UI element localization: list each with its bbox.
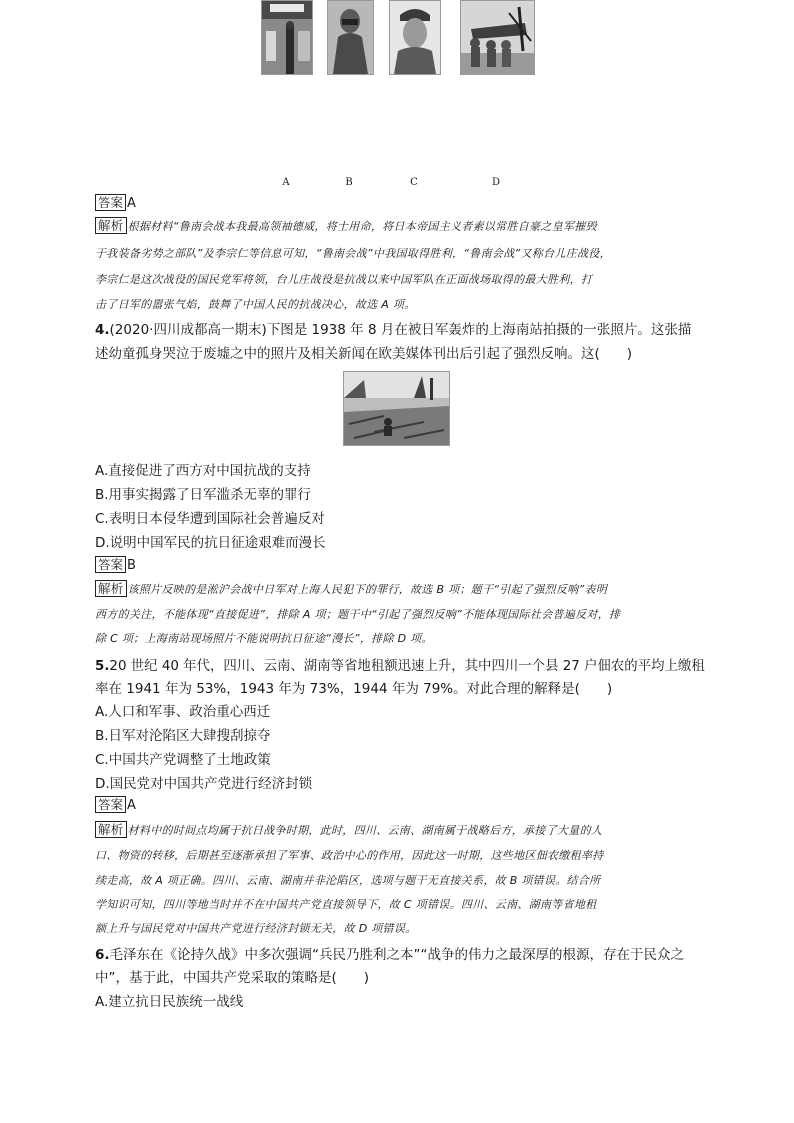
q3-answer [95, 194, 136, 211]
q5-option-c: C.中国共产党调整了土地政策 [95, 752, 271, 768]
q3-analysis-line-2: 于我装备劣势之部队”及李宗仁等信息可知，“鲁南会战”中我国取得胜利，“鲁南会战”又称台儿庄战役， [95, 247, 611, 260]
q4-analysis-line-3: 除 C 项；上海南站现场照片不能说明抗日征途“漫长”，排除 D 项。 [95, 632, 433, 645]
q4-answer [95, 556, 136, 573]
q5-option-b: B.日军对沦陷区大肆搜刮掠夺 [95, 728, 271, 744]
answer-value: A [127, 798, 136, 813]
photo-option-c [389, 0, 441, 75]
q5-answer [95, 796, 136, 813]
q5-analysis-line-3: 续走高，故 A 项正确。四川、云南、湖南并非沦陷区，选项与题干无直接关系，故 B 项错误。结合所 [95, 874, 601, 887]
q5-option-d: D.国民党对中国共产党进行经济封锁 [95, 776, 313, 792]
q5-analysis-line-4: 学知识可知，四川等地当时并不在中国共产党直接领导下，故 C 项错误。四川、云南、湖南等省地租 [95, 898, 597, 911]
q6-stem-line-1: 6.毛泽东在《论持久战》中多次强调“兵民乃胜利之本”“战争的伟力之最深厚的根源，存在于民众之 [95, 947, 685, 963]
answer-tag: 答案 [95, 556, 126, 573]
q5-stem-line-2: 率在 1941 年为 53%，1943 年为 73%，1944 年为 79%。对此合理的解释是( ) [95, 681, 613, 697]
q5-analysis-line-5: 额上升与国民党对中国共产党进行经济封锁无关，故 D 项错误。 [95, 922, 417, 935]
answer-tag: 答案 [95, 194, 126, 211]
question-number: 4. [95, 322, 110, 338]
q4-photo-shanghai-south-station [343, 371, 450, 446]
answer-tag: 答案 [95, 796, 126, 813]
photo-label-d: D [491, 177, 501, 188]
q4-analysis-line-1: 解析 该照片反映的是淞沪会战中日军对上海人民犯下的罪行，故选 B 项；题干“引起了强烈反响”表明 [95, 580, 607, 597]
photo-option-a [261, 0, 313, 75]
q6-stem-line-2: 中”，基于此，中国共产党采取的策略是( ) [95, 970, 370, 986]
q4-option-d: D.说明中国军民的抗日征途艰难而漫长 [95, 535, 326, 551]
photo-label-b: B [345, 177, 353, 188]
photo-option-b [327, 0, 374, 75]
q3-analysis-line-1: 解析 根据材料“鲁南会战本我最高领袖德威，将士用命，将日本帝国主义者素以常胜自豪之皇军摧毁 [95, 217, 597, 234]
q4-stem-line-1: 4.(2020·四川成都高一期末)下图是 1938 年 8 月在被日军轰炸的上海南站拍摄的一张照片。这张描 [95, 322, 692, 338]
analysis-tag: 解析 [95, 217, 127, 234]
photo-label-c: C [410, 177, 418, 188]
q3-analysis-line-3: 李宗仁是这次战役的国民党军将领，台儿庄战役是抗战以来中国军队在正面战场取得的最大胜利，打 [95, 273, 593, 286]
q5-option-a: A.人口和军事、政治重心西迁 [95, 704, 271, 720]
q4-option-b: B.用事实揭露了日军滥杀无辜的罪行 [95, 487, 312, 503]
photo-option-d [460, 0, 535, 75]
q4-option-a: A.直接促进了西方对中国抗战的支持 [95, 463, 311, 479]
q5-analysis-line-2: 口、物资的转移，后期甚至逐渐承担了军事、政治中心的作用，因此这一时期，这些地区佃农缴租率持 [95, 849, 604, 862]
q6-option-a: A.建立抗日民族统一战线 [95, 994, 244, 1010]
analysis-tag: 解析 [95, 580, 127, 597]
question-number: 5. [95, 658, 110, 674]
q4-analysis-line-2: 西方的关注，不能体现“直接促进”，排除 A 项；题干中“引起了强烈反响”不能体现国际社会普遍反对，排 [95, 608, 621, 621]
answer-value: A [127, 196, 136, 211]
q4-option-c: C.表明日本侵华遭到国际社会普遍反对 [95, 511, 325, 527]
answer-value: B [127, 558, 136, 573]
photo-label-a: A [282, 177, 290, 188]
q3-analysis-line-4: 击了日军的嚣张气焰，鼓舞了中国人民的抗战决心，故选 A 项。 [95, 298, 416, 311]
q5-analysis-line-1: 解析 材料中的时间点均属于抗日战争时期，此时，四川、云南、湖南属于战略后方，承接了大量的人 [95, 821, 602, 838]
q4-stem-line-2: 述幼童孤身哭泣于废墟之中的照片及相关新闻在欧美媒体刊出后引起了强烈反响。这( ) [95, 346, 633, 362]
question-number: 6. [95, 947, 110, 963]
q5-stem-line-1: 5.20 世纪 40 年代，四川、云南、湖南等省地租额迅速上升，其中四川一个县 27 户佃农的平均上缴租 [95, 658, 705, 674]
analysis-tag: 解析 [95, 821, 127, 838]
